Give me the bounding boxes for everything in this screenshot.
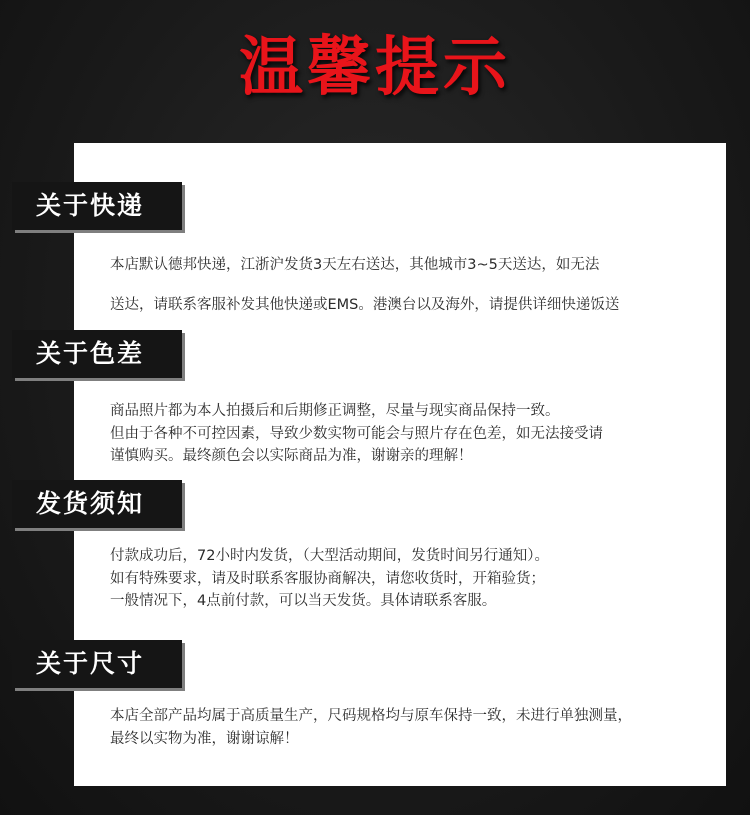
section-label-color-difference: 关于色差 [12, 330, 182, 378]
text-line: 一般情况下，4点前付款，可以当天发货。具体请联系客服。 [110, 593, 497, 609]
section-label-shipping: 关于快递 [12, 182, 182, 230]
section-text-delivery-notice [110, 545, 725, 613]
text-line: 本店默认德邦快递，江浙沪发货3天左右送达，其他城市3~5天送达，如无法 [110, 257, 600, 273]
text-line: 送达，请联系客服补发其他快递或EMS。港澳台以及海外，请提供详细快递饭送 [110, 297, 620, 313]
text-line: 商品照片都为本人拍摄后和后期修正调整，尽量与现实商品保持一致。 [110, 403, 560, 419]
text-line: 付款成功后，72小时内发货，（大型活动期间，发货时间另行通知）。 [110, 548, 549, 564]
section-text-color-difference [110, 400, 725, 468]
section-label-delivery-notice: 发货须知 [12, 480, 182, 528]
text-line: 本店全部产品均属于高质量生产，尺码规格均与原车保持一致，未进行单独测量， [110, 708, 632, 724]
page-title: 温馨提示 [239, 31, 511, 105]
section-text-size [110, 705, 725, 751]
text-line: 谨慎购买。最终颜色会以实际商品为准，谢谢亲的理解！ [110, 448, 473, 464]
section-text-shipping [110, 245, 725, 325]
text-line: 但由于各种不可控因素，导致少数实物可能会与照片存在色差，如无法接受请 [110, 425, 603, 442]
text-line: 如有特殊要求，请及时联系客服协商解决，请您收货时，开箱验货； [110, 570, 545, 587]
text-line: 最终以实物为准，谢谢谅解！ [110, 731, 299, 747]
section-label-size: 关于尺寸 [12, 640, 182, 688]
